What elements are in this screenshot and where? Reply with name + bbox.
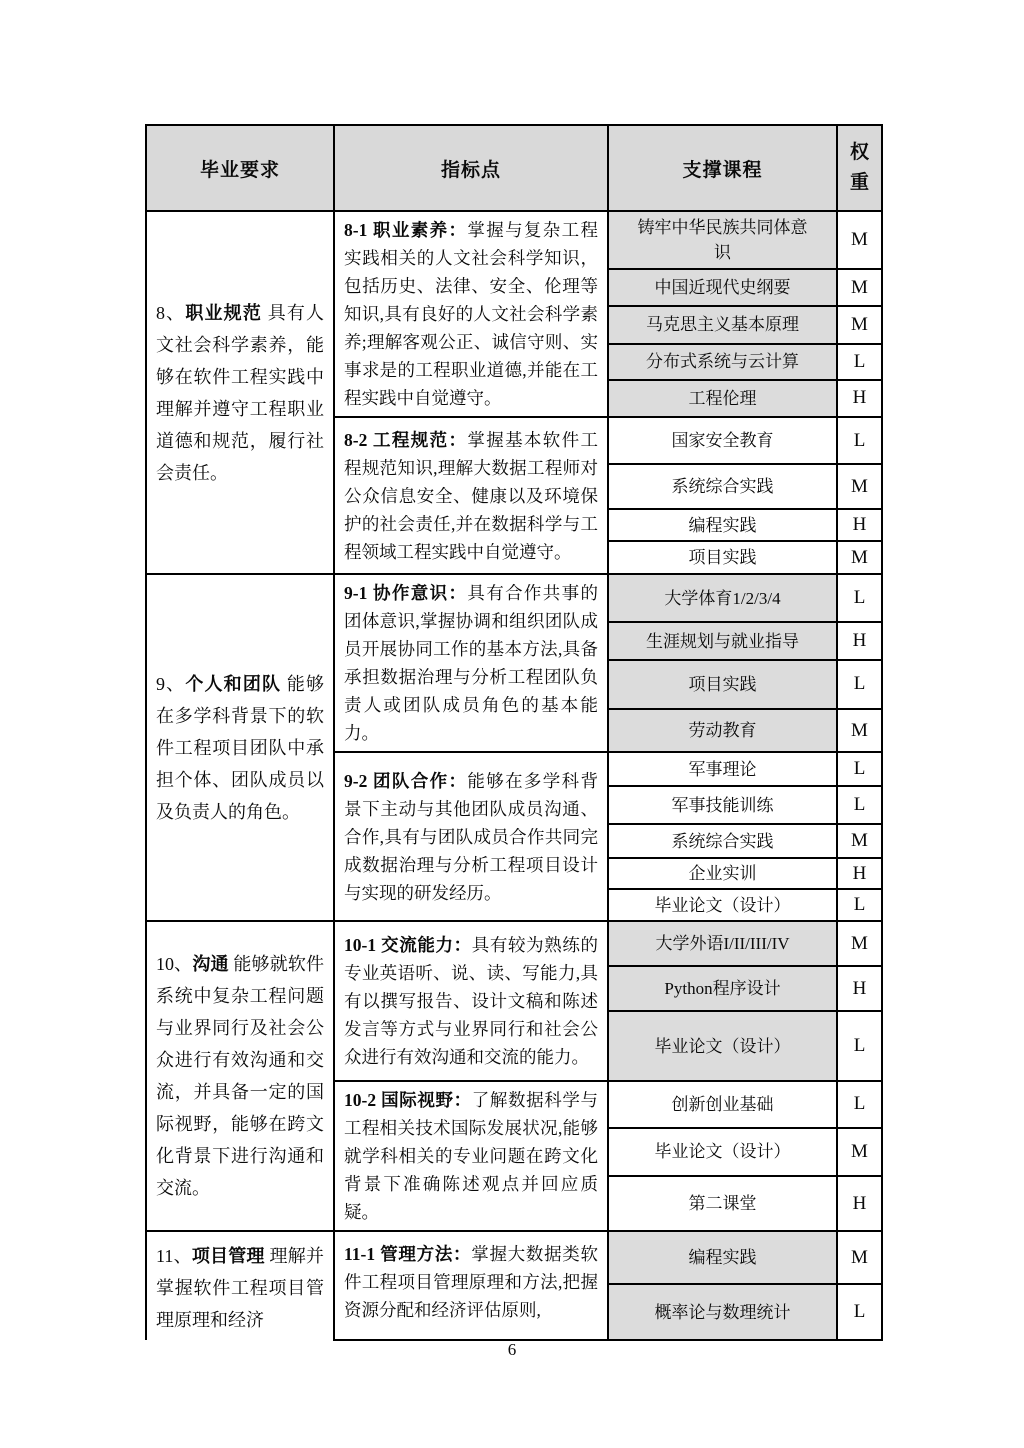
weight-cell: H bbox=[837, 966, 882, 1011]
requirement-description: 能够就软件系统中复杂工程问题与业界同行及社会公众进行有效沟通和交流，并具备一定的国际视野，能够在跨文化背景下进行沟通和交流。 bbox=[156, 954, 325, 1198]
weight-cell: L bbox=[837, 660, 882, 709]
course-cell: 大学外语I/II/III/IV bbox=[608, 921, 837, 966]
indicator-title: 8-2 工程规范： bbox=[344, 429, 468, 450]
course-cell: 编程实践 bbox=[608, 509, 837, 541]
weight-cell: L bbox=[837, 889, 882, 921]
weight-cell: L bbox=[837, 417, 882, 464]
course-cell: Python程序设计 bbox=[608, 966, 837, 1011]
header-course: 支撑课程 bbox=[608, 125, 837, 211]
weight-cell: M bbox=[837, 921, 882, 966]
weight-cell: L bbox=[837, 1011, 882, 1081]
course-row bbox=[146, 1231, 882, 1284]
indicator-description: 具有较为熟练的专业英语听、说、读、写能力,具有以撰写报告、设计文稿和陈述发言等方式与业界同行和社会公众进行有效沟通和交流的能力。 bbox=[344, 935, 599, 1067]
course-cell: 第二课堂 bbox=[608, 1176, 837, 1231]
weight-cell: L bbox=[837, 786, 882, 824]
weight-cell: H bbox=[837, 380, 882, 417]
weight-cell: M bbox=[837, 211, 882, 269]
indicator-cell bbox=[334, 574, 608, 752]
weight-cell: M bbox=[837, 269, 882, 306]
indicator-description: 具有合作共事的团体意识,掌握协调和组织团队成员开展协同工作的基本方法,具备承担数据治理与分析工程团队负责人或团队成员角色的基本能力。 bbox=[344, 583, 599, 743]
requirement-term: 沟通 bbox=[192, 954, 229, 974]
course-cell: 中国近现代史纲要 bbox=[608, 269, 837, 306]
requirement-term: 职业规范 bbox=[185, 302, 263, 323]
course-cell: 毕业论文（设计） bbox=[608, 889, 837, 921]
requirement-cell bbox=[146, 1231, 334, 1340]
course-cell: 大学体育1/2/3/4 bbox=[608, 574, 837, 622]
course-cell: 企业实训 bbox=[608, 858, 837, 889]
indicator-description: 了解数据科学与工程相关技术国际发展状况,能够就学科相关的专业问题在跨文化背景下准确陈述观点并回应质疑。 bbox=[344, 1090, 599, 1222]
course-cell: 军事技能训练 bbox=[608, 786, 837, 824]
course-cell: 军事理论 bbox=[608, 752, 837, 786]
weight-cell: H bbox=[837, 622, 882, 660]
course-cell: 工程伦理 bbox=[608, 380, 837, 417]
table-header-row bbox=[146, 125, 882, 211]
course-row bbox=[146, 211, 882, 269]
indicator-description: 掌握基本软件工程规范知识,理解大数据工程师对公众信息安全、健康以及环境保护的社会责任,并在数据科学与工程领域工程实践中自觉遵守。 bbox=[344, 429, 599, 562]
indicator-description: 能够在多学科背景下主动与其他团队成员沟通、合作,具有与团队成员合作共同完成数据治理与分析工程项目设计与实现的研发经历。 bbox=[344, 770, 599, 903]
page-number: 6 bbox=[507, 1340, 517, 1359]
indicator-cell bbox=[334, 921, 608, 1081]
requirement-term: 个人和团队 bbox=[185, 673, 282, 694]
indicator-cell bbox=[334, 1081, 608, 1231]
indicator-cell bbox=[334, 1231, 608, 1340]
course-row bbox=[146, 574, 882, 622]
course-cell: 创新创业基础 bbox=[608, 1081, 837, 1128]
requirement-number: 10、 bbox=[156, 954, 193, 974]
course-cell: 分布式系统与云计算 bbox=[608, 344, 837, 380]
indicator-cell bbox=[334, 752, 608, 921]
weight-cell: M bbox=[837, 1128, 882, 1177]
course-cell: 编程实践 bbox=[608, 1231, 837, 1284]
header-weight: 权重 bbox=[837, 125, 882, 211]
indicator-title: 10-1 交流能力： bbox=[344, 935, 472, 955]
course-cell: 铸牢中华民族共同体意识 bbox=[608, 211, 837, 269]
requirement-number: 8、 bbox=[156, 302, 186, 323]
weight-cell: L bbox=[837, 574, 882, 622]
indicator-title: 10-2 国际视野： bbox=[344, 1090, 472, 1110]
header-indicator: 指标点 bbox=[334, 125, 608, 211]
weight-cell: L bbox=[837, 752, 882, 786]
requirement-description: 理解并掌握软件工程项目管理原理和经济 bbox=[156, 1246, 325, 1330]
weight-cell: L bbox=[837, 344, 882, 380]
course-cell: 系统综合实践 bbox=[608, 824, 837, 858]
weight-cell: L bbox=[837, 1081, 882, 1128]
indicator-cell bbox=[334, 417, 608, 574]
course-cell: 马克思主义基本原理 bbox=[608, 306, 837, 343]
weight-cell: M bbox=[837, 824, 882, 858]
weight-cell: H bbox=[837, 1176, 882, 1231]
course-cell: 毕业论文（设计） bbox=[608, 1128, 837, 1177]
course-cell: 项目实践 bbox=[608, 541, 837, 574]
weight-cell: M bbox=[837, 709, 882, 752]
course-cell: 毕业论文（设计） bbox=[608, 1011, 837, 1081]
requirement-cell bbox=[146, 211, 334, 574]
indicator-cell bbox=[334, 211, 608, 417]
course-cell: 国家安全教育 bbox=[608, 417, 837, 464]
weight-cell: M bbox=[837, 541, 882, 574]
course-cell: 概率论与数理统计 bbox=[608, 1284, 837, 1340]
course-row bbox=[146, 921, 882, 966]
course-cell: 生涯规划与就业指导 bbox=[608, 622, 837, 660]
indicator-title: 11-1 管理方法： bbox=[344, 1244, 472, 1264]
weight-cell: M bbox=[837, 306, 882, 343]
indicator-description: 掌握与复杂工程实践相关的人文社会科学知识，包括历史、法律、安全、伦理等知识,具有良好的人文社会科学素养;理解客观公正、诚信守则、实事求是的工程职业道德,并能在工程实践中自觉遵守。 bbox=[344, 220, 599, 408]
requirement-cell bbox=[146, 921, 334, 1231]
weight-cell: H bbox=[837, 509, 882, 541]
course-cell: 劳动教育 bbox=[608, 709, 837, 752]
weight-cell: L bbox=[837, 1284, 882, 1340]
indicator-description: 掌握大数据类软件工程项目管理原理和方法,把握资源分配和经济评估原则, bbox=[344, 1244, 598, 1320]
table-body bbox=[146, 211, 882, 1340]
requirement-description: 具有人文社会科学素养，能够在软件工程实践中理解并遵守工程职业道德和规范，履行社会责任。 bbox=[156, 302, 325, 483]
course-cell: 项目实践 bbox=[608, 660, 837, 709]
curriculum-support-table bbox=[145, 124, 883, 1341]
requirement-number: 11、 bbox=[156, 1246, 192, 1266]
weight-cell: H bbox=[837, 858, 882, 889]
course-cell: 系统综合实践 bbox=[608, 464, 837, 509]
indicator-title: 9-1 协作意识： bbox=[344, 583, 468, 603]
requirement-cell bbox=[146, 574, 334, 921]
header-requirement: 毕业要求 bbox=[146, 125, 334, 211]
requirement-description: 能够在多学科背景下的软件工程项目团队中承担个体、团队成员以及负责人的角色。 bbox=[156, 673, 325, 822]
requirement-term: 项目管理 bbox=[191, 1246, 265, 1266]
weight-cell: M bbox=[837, 1231, 882, 1284]
requirement-number: 9、 bbox=[156, 673, 186, 694]
indicator-title: 8-1 职业素养： bbox=[344, 220, 468, 240]
indicator-title: 9-2 团队合作： bbox=[344, 770, 468, 791]
weight-cell: M bbox=[837, 464, 882, 509]
